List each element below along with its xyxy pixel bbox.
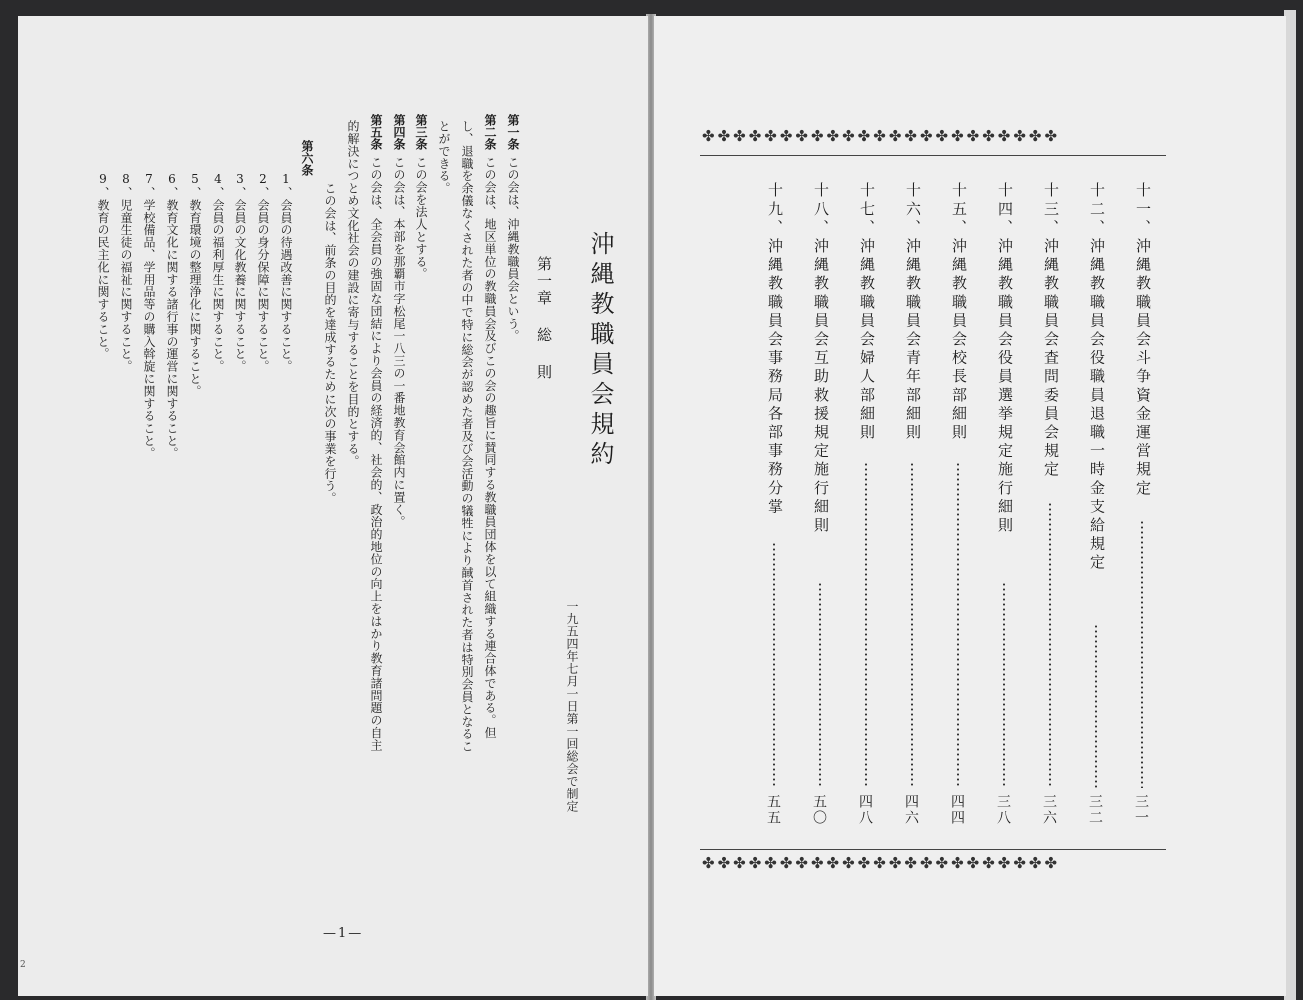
toc-entry-title: 十六、沖縄教職員会青年部細則 xyxy=(904,182,922,443)
toc-entry-page: 三二 xyxy=(1087,794,1103,826)
article-text: この会を法人とする。 xyxy=(414,156,428,280)
toc-entry-title: 十七、沖縄教職員会婦人部細則 xyxy=(858,182,876,443)
toc-leader-dots xyxy=(1095,624,1097,788)
article-label: 第二条 xyxy=(483,114,497,150)
article-text: とができる。 xyxy=(437,120,451,195)
toc-entry-title: 十九、沖縄教職員会事務局各部事務分掌 xyxy=(766,182,784,517)
list-item: 5、教育環境の整理浄化に関すること。 xyxy=(188,172,202,398)
article-text: この会は、全会員の強固な団結により会員の経済的、社会的、政治的地位の向上をはかり教育諸問題の自主 xyxy=(369,156,383,752)
toc-leader-dots xyxy=(1003,582,1005,788)
toc-leader-dots xyxy=(773,542,775,788)
toc-leader-dots xyxy=(865,462,867,788)
toc-entry-title: 十八、沖縄教職員会互助救援規定施行細則 xyxy=(812,182,830,536)
right-page xyxy=(654,16,1286,996)
article-label: 第三条 xyxy=(414,114,428,150)
toc-entry-page: 三八 xyxy=(995,794,1011,826)
toc-leader-dots xyxy=(911,462,913,788)
rule-bottom xyxy=(700,849,1166,850)
article-text: 的解決につとめ文化社会の建設に寄与することを目的とする。 xyxy=(346,120,360,468)
article-text: この会は、本部を那覇市字松尾一八三の一番地教育会館内に置く。 xyxy=(392,156,406,528)
toc-entry-page: 三一 xyxy=(1133,794,1149,826)
toc-entry-title: 十三、沖縄教職員会査問委員会規定 xyxy=(1042,182,1060,480)
ornament-border-bottom: ✤✤✤✤✤✤✤✤✤✤✤✤✤✤✤✤✤✤✤✤✤✤✤ xyxy=(702,854,1061,872)
toc-entry-page: 五〇 xyxy=(811,794,827,826)
article-label: 第六条 xyxy=(300,140,314,176)
article-label: 第四条 xyxy=(392,114,406,150)
article-text: この会は、地区単位の教職員会及びこの会の趣旨に賛同する教職員団体を以て組織する連合体である。但 xyxy=(483,156,497,739)
article-label: 第一条 xyxy=(506,114,520,150)
page-number: —1— xyxy=(323,926,364,941)
rule-top xyxy=(700,155,1166,156)
toc-entry-title: 十一、沖縄教職員会斗争資金運営規定 xyxy=(1134,182,1152,499)
chapter-title: 第一章 総 則 xyxy=(535,256,553,381)
toc-entry-page: 四四 xyxy=(949,794,965,826)
toc-entry-page: 五五 xyxy=(765,794,781,826)
list-item: 8、児童生徒の福祉に関すること。 xyxy=(119,172,133,373)
ornament-border-top: ✤✤✤✤✤✤✤✤✤✤✤✤✤✤✤✤✤✤✤✤✤✤✤ xyxy=(702,127,1061,145)
list-item: 6、教育文化に関する諸行事の運営に関すること。 xyxy=(165,172,179,460)
list-item: 1、会員の待遇改善に関すること。 xyxy=(279,172,293,373)
toc-leader-dots xyxy=(819,582,821,788)
toc-entry-page: 三六 xyxy=(1041,794,1057,826)
list-item: 7、学校備品、学用品等の購入斡旋に関すること。 xyxy=(142,172,156,460)
list-item: 9、教育の民主化に関すること。 xyxy=(96,172,110,360)
toc-entry-page: 四八 xyxy=(857,794,873,826)
toc-entry-title: 十五、沖縄教職員会校長部細則 xyxy=(950,182,968,443)
toc-leader-dots xyxy=(1049,502,1051,788)
list-item: 4、会員の福利厚生に関すること。 xyxy=(211,172,225,373)
article-text: し、退職を余儀なくされた者の中で特に総会が認めた者及び会活動の犠牲により馘首された者は特別会員となるこ xyxy=(460,120,474,753)
document-title: 沖縄教職員会規約 xyxy=(586,231,614,471)
left-page xyxy=(18,16,648,996)
article-text: この会は、沖縄教職員会という。 xyxy=(506,156,520,342)
toc-leader-dots xyxy=(957,462,959,788)
toc-entry-page: 四六 xyxy=(903,794,919,826)
list-item: 3、会員の文化教養に関すること。 xyxy=(233,172,247,373)
toc-leader-dots xyxy=(1141,520,1143,788)
toc-entry-title: 十二、沖縄教職員会役職員退職一時金支給規定 xyxy=(1088,182,1106,573)
corner-number: 2 xyxy=(20,960,26,970)
list-item: 2、会員の身分保障に関すること。 xyxy=(256,172,270,373)
article-text: この会は、前条の目的を達成するために次の事業を行う。 xyxy=(323,182,337,505)
toc-entry-title: 十四、沖縄教職員会役員選挙規定施行細則 xyxy=(996,182,1014,536)
article-label: 第五条 xyxy=(369,114,383,150)
enactment-date: 一九五四年七月一日第一回総会で制定 xyxy=(565,600,579,813)
